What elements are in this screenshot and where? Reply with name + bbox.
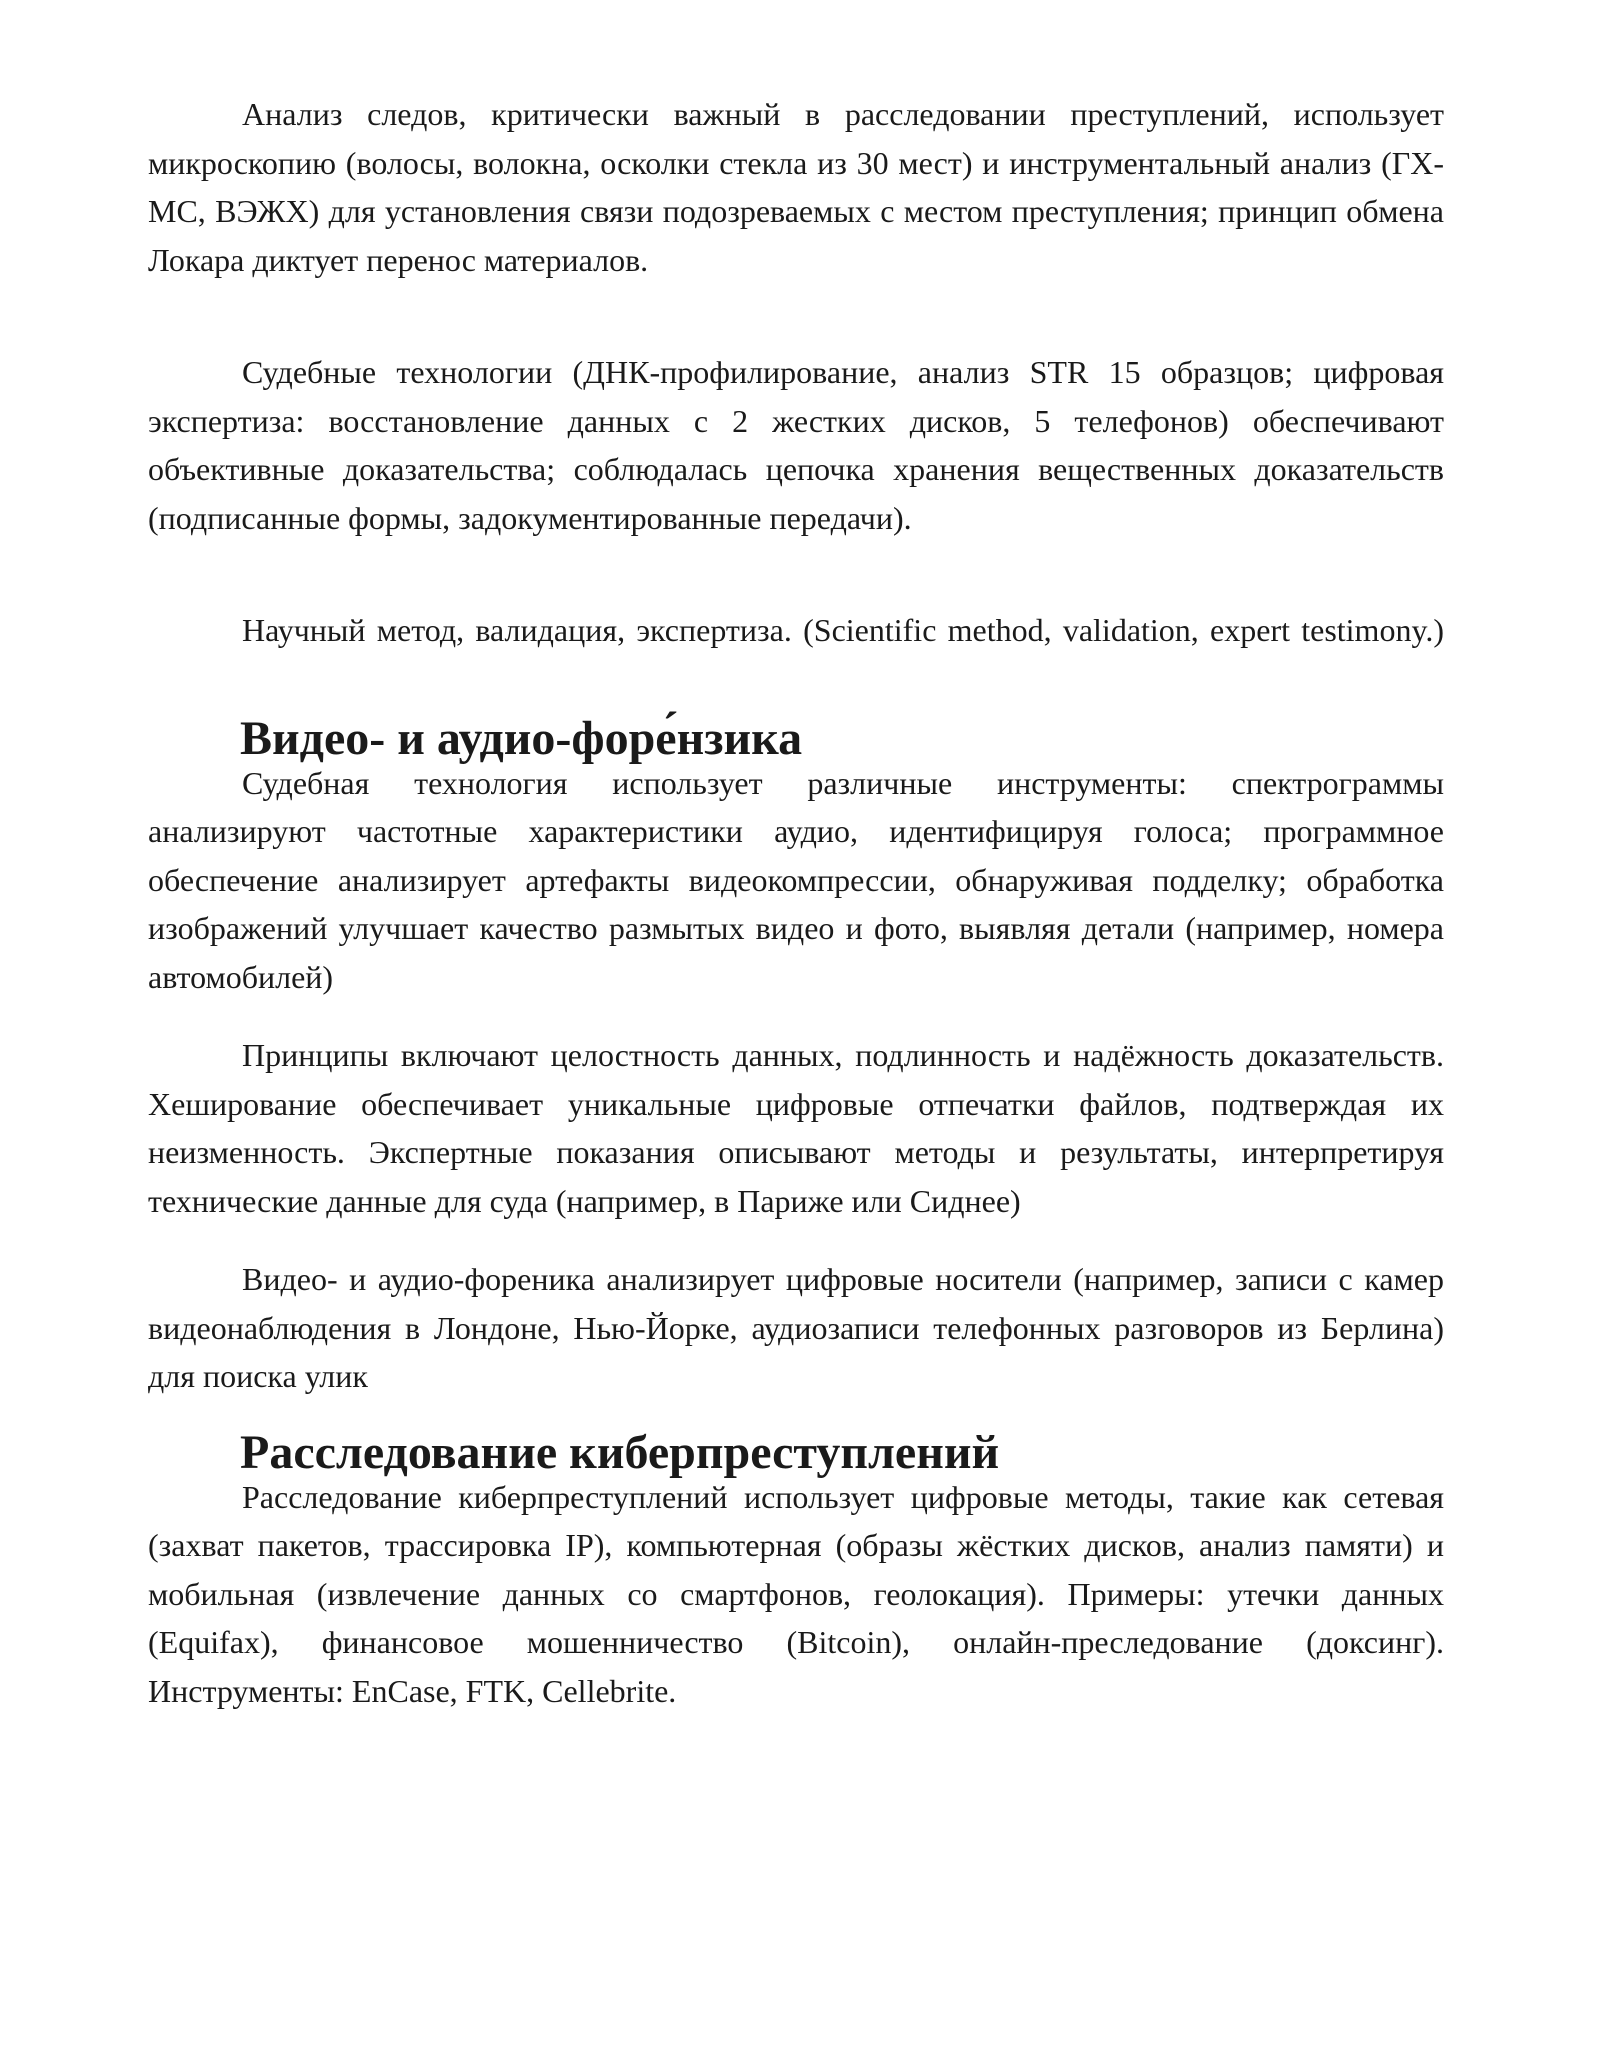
paragraph-video-audio-tools: Судебная технология использует различные инструменты: спектрограммы анализируют частотные характеристики аудио, идентифицируя голоса; программное обеспечение анализирует артефакты видеокомпрессии, обнаруживая подделку; обработка изображений улучшает качество размытых видео и фото, выявляя детали (например, номера автомобилей) [148, 764, 1444, 995]
document-page [148, 90, 1444, 1715]
paragraph-scientific-method [148, 606, 1444, 655]
scientific-method-english: (Scientific method, validation, expert testimony.) [803, 612, 1445, 648]
paragraph-spacer [148, 655, 1444, 719]
paragraph-forensic-technologies: Судебные технологии (ДНК-профилирование, анализ STR 15 образцов; цифровая экспертиза: восстановление данных с 2 жестких дисков, 5 телефонов) обеспечивают объективные доказательства; соблюдалась цепочка хранения вещественных доказательств (подписанные формы, задокументированные передачи). [148, 354, 1444, 536]
paragraph-trace-analysis: Анализ следов, критически важный в расследовании преступлений, использует микроскопию (волосы, волокна, осколки стекла из 30 мест) и инструментальный анализ (ГХ-МС, ВЭЖХ) для установления связи подозреваемых с местом преступления; принцип обмена Локара диктует перенос материалов. [148, 96, 1444, 278]
paragraph-spacer [148, 542, 1444, 606]
paragraph-digital-media: Видео- и аудио-фореника анализирует цифровые носители (например, записи с камер видеонаблюдения в Лондоне, Нью-Йорке, аудиозаписи телефонных разговоров из Берлина) для поиска улик [148, 1261, 1444, 1394]
heading-cybercrime-investigation: Расследование киберпреступлений [240, 1425, 1000, 1479]
paragraph-spacer [148, 284, 1444, 348]
paragraph-principles: Принципы включают целостность данных, подлинность и надёжность доказательств. Хеширование обеспечивает уникальные цифровые отпечатки файлов, подтверждая их неизменность. Экспертные показания описывают методы и результаты, интерпретируя технические данные для суда (например, в Париже или Сиднее) [148, 1037, 1444, 1219]
paragraph-cybercrime-methods: Расследование киберпреступлений использует цифровые методы, такие как сетевая (захват пакетов, трассировка IP), компьютерная (образы жёстких дисков, анализ памяти) и мобильная (извлечение данных со смартфонов, геолокация). Примеры: утечки данных (Equifax), финансовое мошенничество (Bitcoin), онлайн-преследование (доксинг). Инструменты: EnCase, FTK, Cellebrite. [148, 1478, 1444, 1709]
scientific-method-russian: Научный метод, валидация, экспертиза. [242, 612, 792, 648]
paragraph-spacer [148, 1225, 1444, 1255]
paragraph-spacer [148, 1001, 1444, 1031]
heading-video-audio-forensics: Видео- и аудио-форе́нзика [240, 711, 803, 765]
